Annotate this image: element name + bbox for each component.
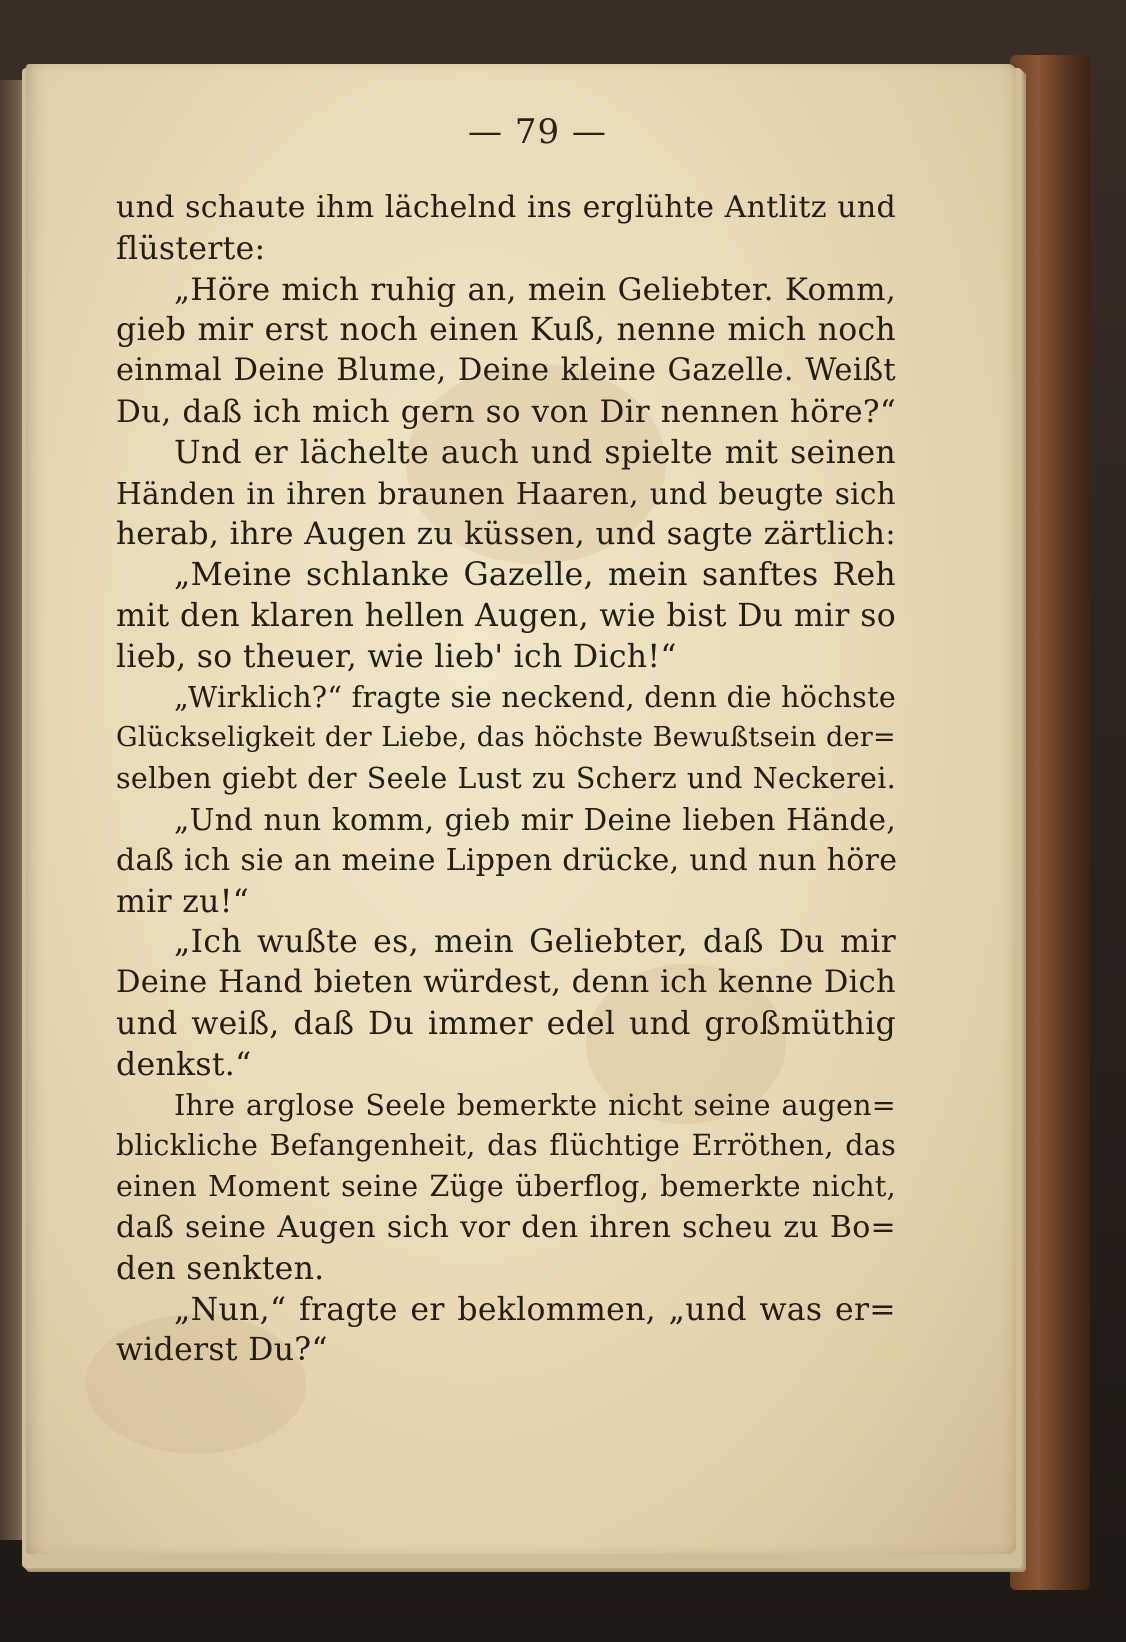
text-line: Ihre arglose Seele bemerkte nicht seine augen= — [174, 1088, 896, 1122]
text-line: und weiß, daß Du immer edel und großmüthig — [116, 1005, 896, 1042]
text-line: widerst Du?“ — [116, 1332, 328, 1369]
text-line: „Nun,“ fragte er beklommen, „und was er= — [174, 1291, 896, 1328]
text-line: selben giebt der Seele Lust zu Scherz und Neckerei. — [116, 762, 896, 796]
text-line: gieb mir erst noch einen Kuß, nenne mich noch — [116, 312, 896, 349]
text-line: flüsterte: — [116, 230, 266, 267]
text-line: daß ich sie an meine Lippen drücke, und nun höre — [116, 842, 898, 878]
text-line: daß seine Augen sich vor den ihren scheu zu Bo= — [116, 1209, 896, 1245]
text-line: Du, daß ich mich gern so von Dir nennen höre?“ — [116, 393, 896, 430]
text-line: denkst.“ — [116, 1046, 252, 1083]
text-line: einmal Deine Blume, Deine kleine Gazelle. Weißt — [116, 353, 896, 389]
text-line: den senkten. — [116, 1250, 325, 1287]
text-line: einen Moment seine Züge überflog, bemerkte nicht, — [116, 1170, 896, 1204]
text-line: Und er lächelte auch und spielte mit seinen — [174, 434, 896, 471]
text-line: mir zu!“ — [116, 883, 250, 920]
text-line: blickliche Befangenheit, das flüchtige Erröthen, das — [116, 1129, 896, 1163]
text-line: „Höre mich ruhig an, mein Geliebter. Komm, — [174, 271, 896, 308]
text-line: Händen in ihren braunen Haaren, und beugte sich — [116, 476, 896, 511]
text-line: mit den klaren hellen Augen, wie bist Du mir so — [116, 597, 896, 634]
text-line: Deine Hand bieten würdest, denn ich kenne Dich — [116, 965, 896, 1001]
text-line: lieb, so theuer, wie lieb' ich Dich!“ — [116, 638, 677, 675]
text-line: „Wirklich?“ fragte sie neckend, denn die höchste — [174, 680, 896, 714]
text-line: „Meine schlanke Gazelle, mein sanftes Reh — [174, 557, 896, 594]
book-cover-edge — [1010, 55, 1090, 1590]
text-line: „Und nun komm, gieb mir Deine lieben Hände, — [174, 802, 896, 837]
text-line: und schaute ihm lächelnd ins erglühte Antlitz und — [116, 190, 896, 225]
body-text — [116, 188, 896, 1371]
text-line: herab, ihre Augen zu küssen, und sagte zärtlich: — [116, 516, 896, 553]
text-line: „Ich wußte es, mein Geliebter, daß Du mir — [174, 924, 896, 961]
page-number: — 79 — — [468, 112, 607, 152]
text-line: Glückseligkeit der Liebe, das höchste Bewußtsein der= — [116, 722, 896, 754]
